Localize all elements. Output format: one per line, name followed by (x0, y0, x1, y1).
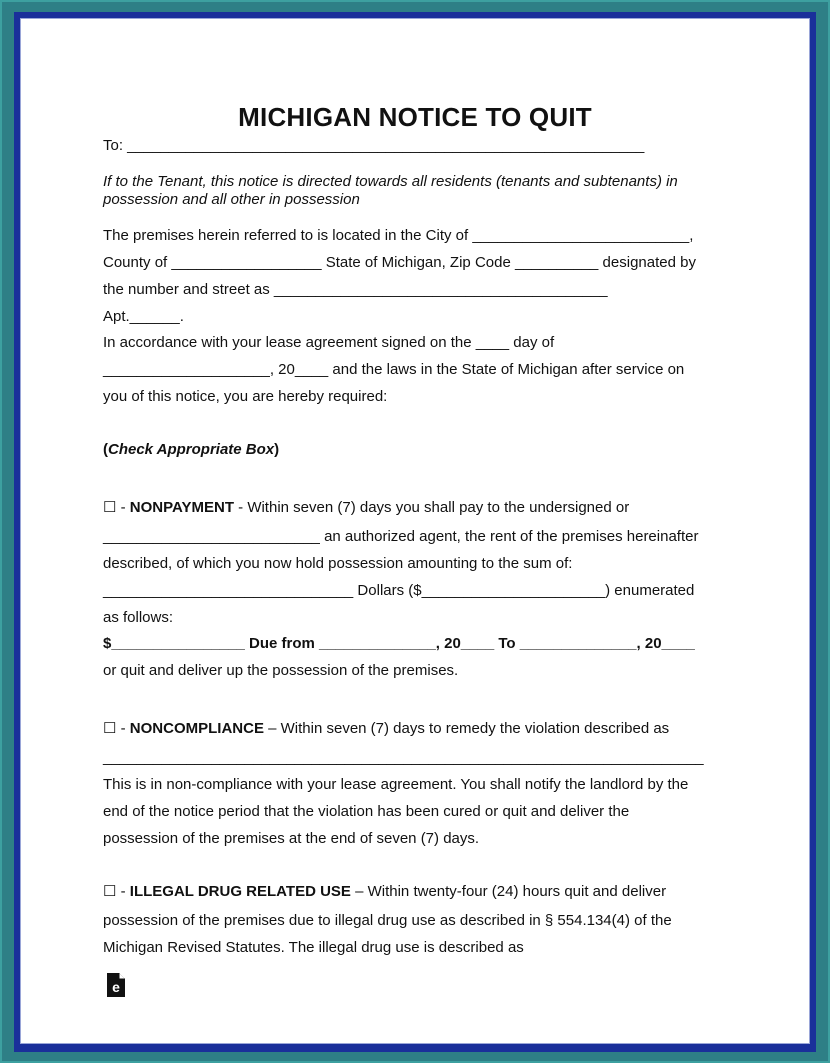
nonpayment-line-1 (103, 499, 629, 517)
premises-line-4: Apt.______. (103, 308, 184, 325)
residents-note-line-2: possession and all other in possession (103, 191, 360, 208)
nonpayment-text: - Within seven (7) days you shall pay to the undersigned or (233, 499, 630, 516)
noncompliance-text: – Within seven (7) days to remedy the violation described as (263, 720, 670, 737)
nonpayment-line-3: described, of which you now hold possession amounting to the sum of: (103, 555, 573, 572)
residents-note-line-1: If to the Tenant, this notice is directed towards all residents (tenants and subtenants) in (103, 173, 678, 190)
logo-letter: e (112, 979, 120, 995)
nonpayment-label: NONPAYMENT (129, 499, 234, 516)
check-label: Check Appropriate Box (108, 441, 275, 458)
illegal-drug-prefix: - (116, 883, 130, 900)
noncompliance-line-3: This is in non-compliance with your lease agreement. You shall notify the landlord by the (103, 776, 689, 793)
premises-line-2: County of __________________ State of Michigan, Zip Code __________ designated by (103, 254, 696, 271)
lease-line-2: ____________________, 20____ and the laws in the State of Michigan after service on (103, 361, 685, 378)
noncompliance-line-2: ________________________________________________________________________ (103, 749, 704, 766)
illegal-drug-checkbox-icon[interactable]: ☐ (103, 883, 117, 900)
document-title: MICHIGAN NOTICE TO QUIT (238, 102, 592, 132)
noncompliance-line-4: end of the notice period that the violation has been cured or quit and deliver the (103, 803, 630, 820)
check-appropriate-box-heading (103, 441, 279, 459)
check-open-paren: ( (103, 441, 108, 458)
nonpayment-line-6: $________________ Due from ______________, 20____ To ______________, 20____ (103, 635, 695, 652)
lease-line-1: In accordance with your lease agreement signed on the ____ day of (103, 334, 555, 351)
nonpayment-checkbox-icon[interactable]: ☐ (103, 499, 117, 516)
nonpayment-line-2: __________________________ an authorized agent, the rent of the premises hereinafter (103, 528, 699, 545)
document-page (20, 18, 810, 1044)
nonpayment-prefix: - (116, 499, 130, 516)
nonpayment-line-4: ______________________________ Dollars ($______________________) enumerated (103, 582, 695, 599)
noncompliance-prefix: - (116, 720, 130, 737)
noncompliance-line-1 (103, 720, 669, 738)
to-line: To: ______________________________________________________________ (103, 137, 645, 154)
noncompliance-label: NONCOMPLIANCE (129, 720, 264, 737)
lease-line-3: you of this notice, you are hereby required: (103, 388, 388, 405)
premises-line-3: the number and street as ________________________________________ (103, 281, 608, 298)
nonpayment-line-7: or quit and deliver up the possession of the premises. (103, 662, 459, 679)
illegal-drug-text: – Within twenty-four (24) hours quit and deliver (350, 883, 667, 900)
illegal-drug-line-1 (103, 883, 666, 901)
noncompliance-checkbox-icon[interactable]: ☐ (103, 720, 117, 737)
premises-line-1: The premises herein referred to is located in the City of __________________________, (103, 227, 694, 244)
nonpayment-line-5: as follows: (103, 609, 174, 626)
illegal-drug-line-2: possession of the premises due to illegal drug use as described in § 554.134(4) of the (103, 912, 672, 929)
check-close-paren: ) (274, 441, 280, 458)
eforms-logo-icon (106, 972, 126, 998)
illegal-drug-label: ILLEGAL DRUG RELATED USE (129, 883, 351, 900)
noncompliance-line-5: possession of the premises at the end of seven (7) days. (103, 830, 480, 847)
illegal-drug-line-3: Michigan Revised Statutes. The illegal drug use is described as (103, 939, 524, 956)
